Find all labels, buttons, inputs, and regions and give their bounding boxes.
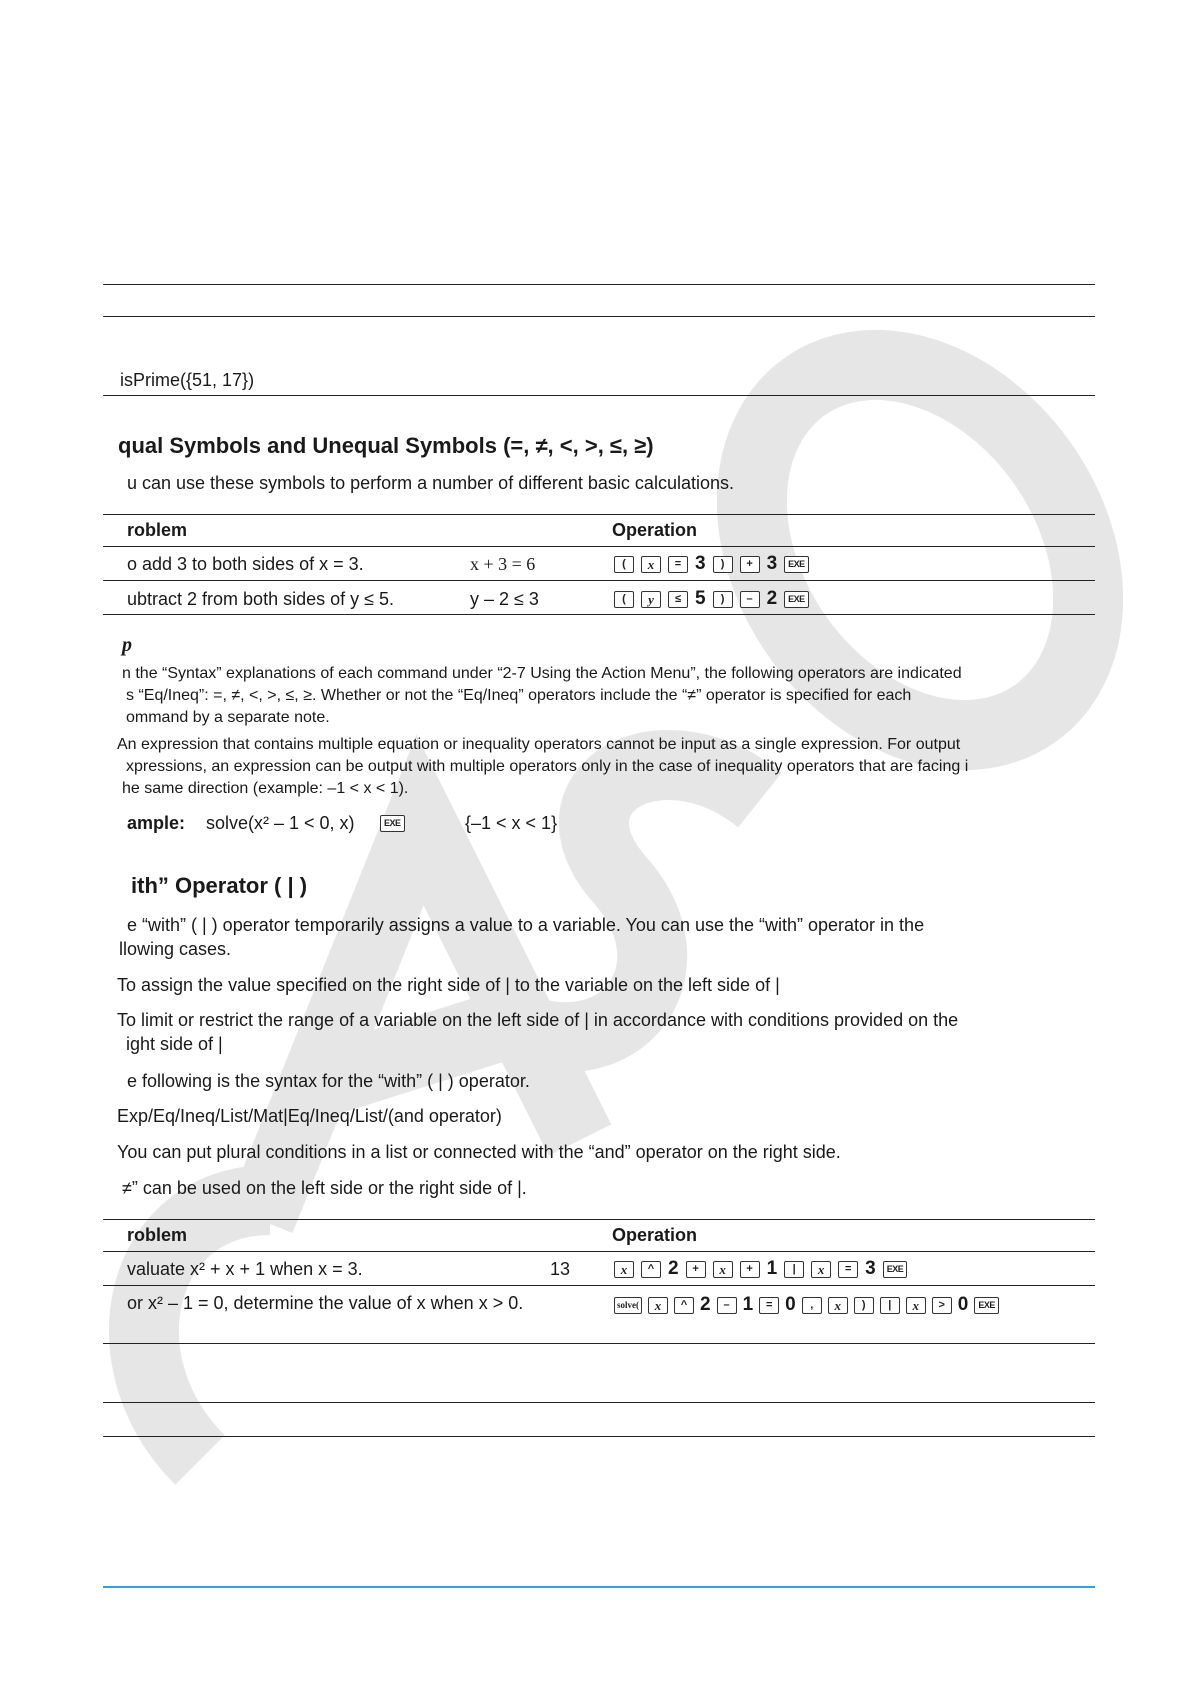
calc-key: , [802, 1297, 822, 1314]
calc-key: ^ [641, 1261, 661, 1278]
table1-rule-top [103, 514, 1095, 515]
variable-key: x [713, 1261, 733, 1278]
table2-row2-keys [614, 1294, 999, 1316]
table1-row1-result: x + 3 = 6 [470, 554, 536, 574]
digit-entry: 0 [785, 1294, 796, 1315]
digit-entry: 2 [766, 588, 778, 609]
exe-key: EXE [784, 591, 809, 608]
with-syntax-intro: e following is the syntax for the “with” ( | ) operator. [127, 1071, 530, 1091]
table1-row2-problem: ubtract 2 from both sides of y ≤ 5. [127, 589, 395, 609]
exe-key: EXE [974, 1297, 999, 1314]
calc-key: = [759, 1297, 779, 1314]
table1-row2-result: y – 2 ≤ 3 [470, 589, 539, 609]
table1-rule-row1 [103, 580, 1095, 581]
exe-key: EXE [380, 815, 405, 832]
digit-entry: 3 [695, 553, 706, 574]
calc-key: ) [854, 1297, 874, 1314]
tip-p1-line1: n the “Syntax” explanations of each command under “2-7 Using the Action Menu”, the following operators are indicated [122, 665, 962, 682]
calc-key: ^ [674, 1297, 694, 1314]
section-heading-with-operator: ith” Operator ( | ) [131, 873, 308, 898]
tip-p2-line1: An expression that contains multiple equation or inequality operators cannot be input as a single expression. For output [117, 736, 961, 753]
with-intro-line2: llowing cases. [119, 939, 232, 959]
calc-key: – [717, 1297, 737, 1314]
calc-key: = [838, 1261, 858, 1278]
section-heading-equal-symbols: qual Symbols and Unequal Symbols (=, ≠, <, >, ≤, ≥) [118, 433, 654, 458]
calc-key: ( [614, 556, 634, 573]
tip-example-expr: solve(x² – 1 < 0, x) [206, 813, 355, 833]
with-note-2: ≠” can be used on the left side or the right side of |. [122, 1178, 527, 1198]
variable-key: x [614, 1261, 634, 1278]
calc-key: > [932, 1297, 952, 1314]
with-bullet-1: To assign the value specified on the right side of | to the variable on the left side of | [117, 975, 780, 995]
table1-header-operation: Operation [612, 520, 698, 540]
table2-row1-result: 13 [550, 1259, 571, 1279]
table1-row1-keys [614, 553, 809, 575]
table2-rule-row1 [103, 1285, 1095, 1286]
calc-key: | [784, 1261, 804, 1278]
digit-entry: 2 [668, 1258, 679, 1279]
table2-header-operation: Operation [612, 1225, 698, 1245]
table2-header-problem: roblem [127, 1225, 188, 1245]
exe-key: EXE [784, 556, 809, 573]
digit-entry: 1 [742, 1294, 754, 1315]
with-note-1: You can put plural conditions in a list or connected with the “and” operator on the right side. [117, 1142, 841, 1162]
tip-example-keys [380, 812, 405, 834]
header-rule-bottom [103, 316, 1095, 317]
calc-key: ≤ [668, 591, 688, 608]
footer-rule-1 [103, 1402, 1095, 1403]
calc-key: ( [614, 591, 634, 608]
calc-key: + [686, 1261, 706, 1278]
isprime-example: isPrime({51, 17}) [120, 370, 255, 390]
table2-row1-keys [614, 1258, 907, 1280]
with-intro-line1: e “with” ( | ) operator temporarily assigns a value to a variable. You can use the “with” operator in the [127, 915, 925, 935]
digit-entry: 5 [695, 588, 706, 609]
table1-row2-keys [614, 588, 809, 610]
calc-key: = [668, 556, 688, 573]
variable-key: x [906, 1297, 926, 1314]
tip-p2-line2: xpressions, an expression can be output with multiple operators only in the case of inequality operators that are facing i [126, 758, 969, 775]
table2-row2-problem: or x² – 1 = 0, determine the value of x when x > 0. [127, 1293, 524, 1313]
variable-key: x [828, 1297, 848, 1314]
isprime-rule [103, 395, 1095, 396]
variable-key: x [641, 556, 661, 573]
calc-key: ) [713, 591, 733, 608]
calc-key: | [880, 1297, 900, 1314]
tip-p1-line2: s “Eq/Ineq”: =, ≠, <, >, ≤, ≥. Whether or not the “Eq/Ineq” operators include the “≠” operator is specified for each [126, 687, 912, 704]
variable-key: y [641, 591, 661, 608]
variable-key: x [811, 1261, 831, 1278]
digit-entry: 2 [700, 1294, 711, 1315]
footer-rule-blue [103, 1586, 1095, 1588]
table1-row1-problem: o add 3 to both sides of x = 3. [127, 554, 364, 574]
table1-rule-header [103, 546, 1095, 547]
header-rule-top [103, 284, 1095, 285]
table1-header-problem: roblem [127, 520, 188, 540]
tip-p1-line3: ommand by a separate note. [126, 709, 330, 726]
calc-key: – [740, 591, 760, 608]
table2-rule-top [103, 1219, 1095, 1220]
digit-entry: 3 [865, 1258, 876, 1279]
with-bullet-2-line1: To limit or restrict the range of a variable on the left side of | in accordance with conditions provided on the [117, 1010, 959, 1030]
digit-entry: 1 [766, 1258, 778, 1279]
table2-row1-problem: valuate x² + x + 1 when x = 3. [127, 1259, 363, 1279]
calc-key: ) [713, 556, 733, 573]
calc-key: + [740, 556, 760, 573]
tip-example-result: {–1 < x < 1} [465, 813, 558, 833]
section-intro: u can use these symbols to perform a number of different basic calculations. [127, 473, 734, 493]
variable-key: x [648, 1297, 668, 1314]
table2-rule-bottom [103, 1343, 1095, 1344]
solve-key: solve( [614, 1297, 642, 1314]
exe-key: EXE [883, 1261, 908, 1278]
digit-entry: 3 [766, 553, 778, 574]
table2-rule-header [103, 1251, 1095, 1252]
with-syntax: Exp/Eq/Ineq/List/Mat|Eq/Ineq/List/(and operator) [117, 1106, 502, 1126]
with-bullet-2-line2: ight side of | [126, 1034, 223, 1054]
tip-example-label: ample: [127, 813, 186, 833]
digit-entry: 0 [957, 1294, 969, 1315]
casio-watermark [60, 320, 1140, 1500]
tip-label: p [122, 634, 132, 656]
calc-key: + [740, 1261, 760, 1278]
footer-rule-2 [103, 1436, 1095, 1437]
table1-rule-bottom [103, 614, 1095, 615]
tip-p2-line3: he same direction (example: –1 < x < 1). [122, 780, 409, 797]
